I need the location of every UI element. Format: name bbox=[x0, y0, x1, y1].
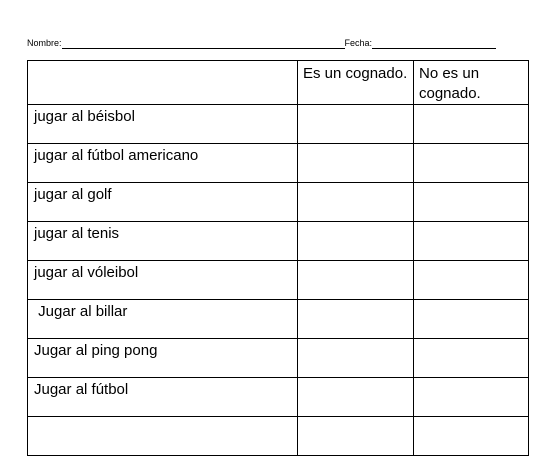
activity-label: Jugar al ping pong bbox=[34, 342, 158, 359]
cognate-answer-cell[interactable] bbox=[298, 183, 414, 222]
not-cognate-answer-cell[interactable] bbox=[414, 378, 529, 417]
worksheet-header bbox=[27, 38, 496, 49]
column-header-es-cognado: Es un cognado. bbox=[303, 65, 408, 82]
cognate-table bbox=[27, 60, 529, 456]
activity-label: Jugar al billar bbox=[34, 303, 128, 320]
activity-cell bbox=[28, 300, 298, 339]
activity-label: jugar al béisbol bbox=[34, 108, 135, 125]
activity-label: jugar al golf bbox=[34, 186, 112, 203]
not-cognate-answer-cell[interactable] bbox=[414, 417, 529, 456]
table-row bbox=[28, 105, 529, 144]
table-row bbox=[28, 300, 529, 339]
not-cognate-answer-cell[interactable] bbox=[414, 300, 529, 339]
activity-cell bbox=[28, 417, 298, 456]
cognate-answer-cell[interactable] bbox=[298, 300, 414, 339]
not-cognate-answer-cell[interactable] bbox=[414, 144, 529, 183]
activity-cell bbox=[28, 261, 298, 300]
cognate-answer-cell[interactable] bbox=[298, 417, 414, 456]
table-row bbox=[28, 144, 529, 183]
not-cognate-answer-cell[interactable] bbox=[414, 183, 529, 222]
not-cognate-answer-cell[interactable] bbox=[414, 261, 529, 300]
table-row bbox=[28, 378, 529, 417]
header-cell-activity bbox=[28, 61, 298, 105]
cognate-answer-cell[interactable] bbox=[298, 222, 414, 261]
activity-label: jugar al fútbol americano bbox=[34, 147, 199, 164]
activity-cell bbox=[28, 378, 298, 417]
activity-label: Jugar al fútbol bbox=[34, 381, 129, 398]
table-row bbox=[28, 417, 529, 456]
not-cognate-answer-cell[interactable] bbox=[414, 339, 529, 378]
cognate-answer-cell[interactable] bbox=[298, 339, 414, 378]
cognate-answer-cell[interactable] bbox=[298, 144, 414, 183]
date-label: Fecha: bbox=[344, 38, 373, 48]
cognate-answer-cell[interactable] bbox=[298, 105, 414, 144]
table-row bbox=[28, 183, 529, 222]
activity-label bbox=[28, 417, 297, 420]
header-cell-cognate bbox=[298, 61, 414, 105]
cognate-answer-cell[interactable] bbox=[298, 378, 414, 417]
name-blank-line bbox=[62, 39, 345, 49]
activity-label: jugar al tenis bbox=[34, 225, 120, 242]
table-row bbox=[28, 339, 529, 378]
activity-cell bbox=[28, 183, 298, 222]
activity-cell bbox=[28, 222, 298, 261]
cognate-answer-cell[interactable] bbox=[298, 261, 414, 300]
activity-cell bbox=[28, 144, 298, 183]
date-blank-line bbox=[372, 39, 496, 49]
header-cell-not-cognate bbox=[414, 61, 529, 105]
table-row bbox=[28, 222, 529, 261]
not-cognate-answer-cell[interactable] bbox=[414, 105, 529, 144]
activity-cell bbox=[28, 105, 298, 144]
activity-label: jugar al vóleibol bbox=[34, 264, 139, 281]
table-header-row bbox=[28, 61, 529, 105]
column-header-no-es-cognado: No es un cognado. bbox=[419, 65, 481, 102]
activity-cell bbox=[28, 339, 298, 378]
table-row bbox=[28, 261, 529, 300]
not-cognate-answer-cell[interactable] bbox=[414, 222, 529, 261]
name-label: Nombre: bbox=[27, 38, 62, 48]
